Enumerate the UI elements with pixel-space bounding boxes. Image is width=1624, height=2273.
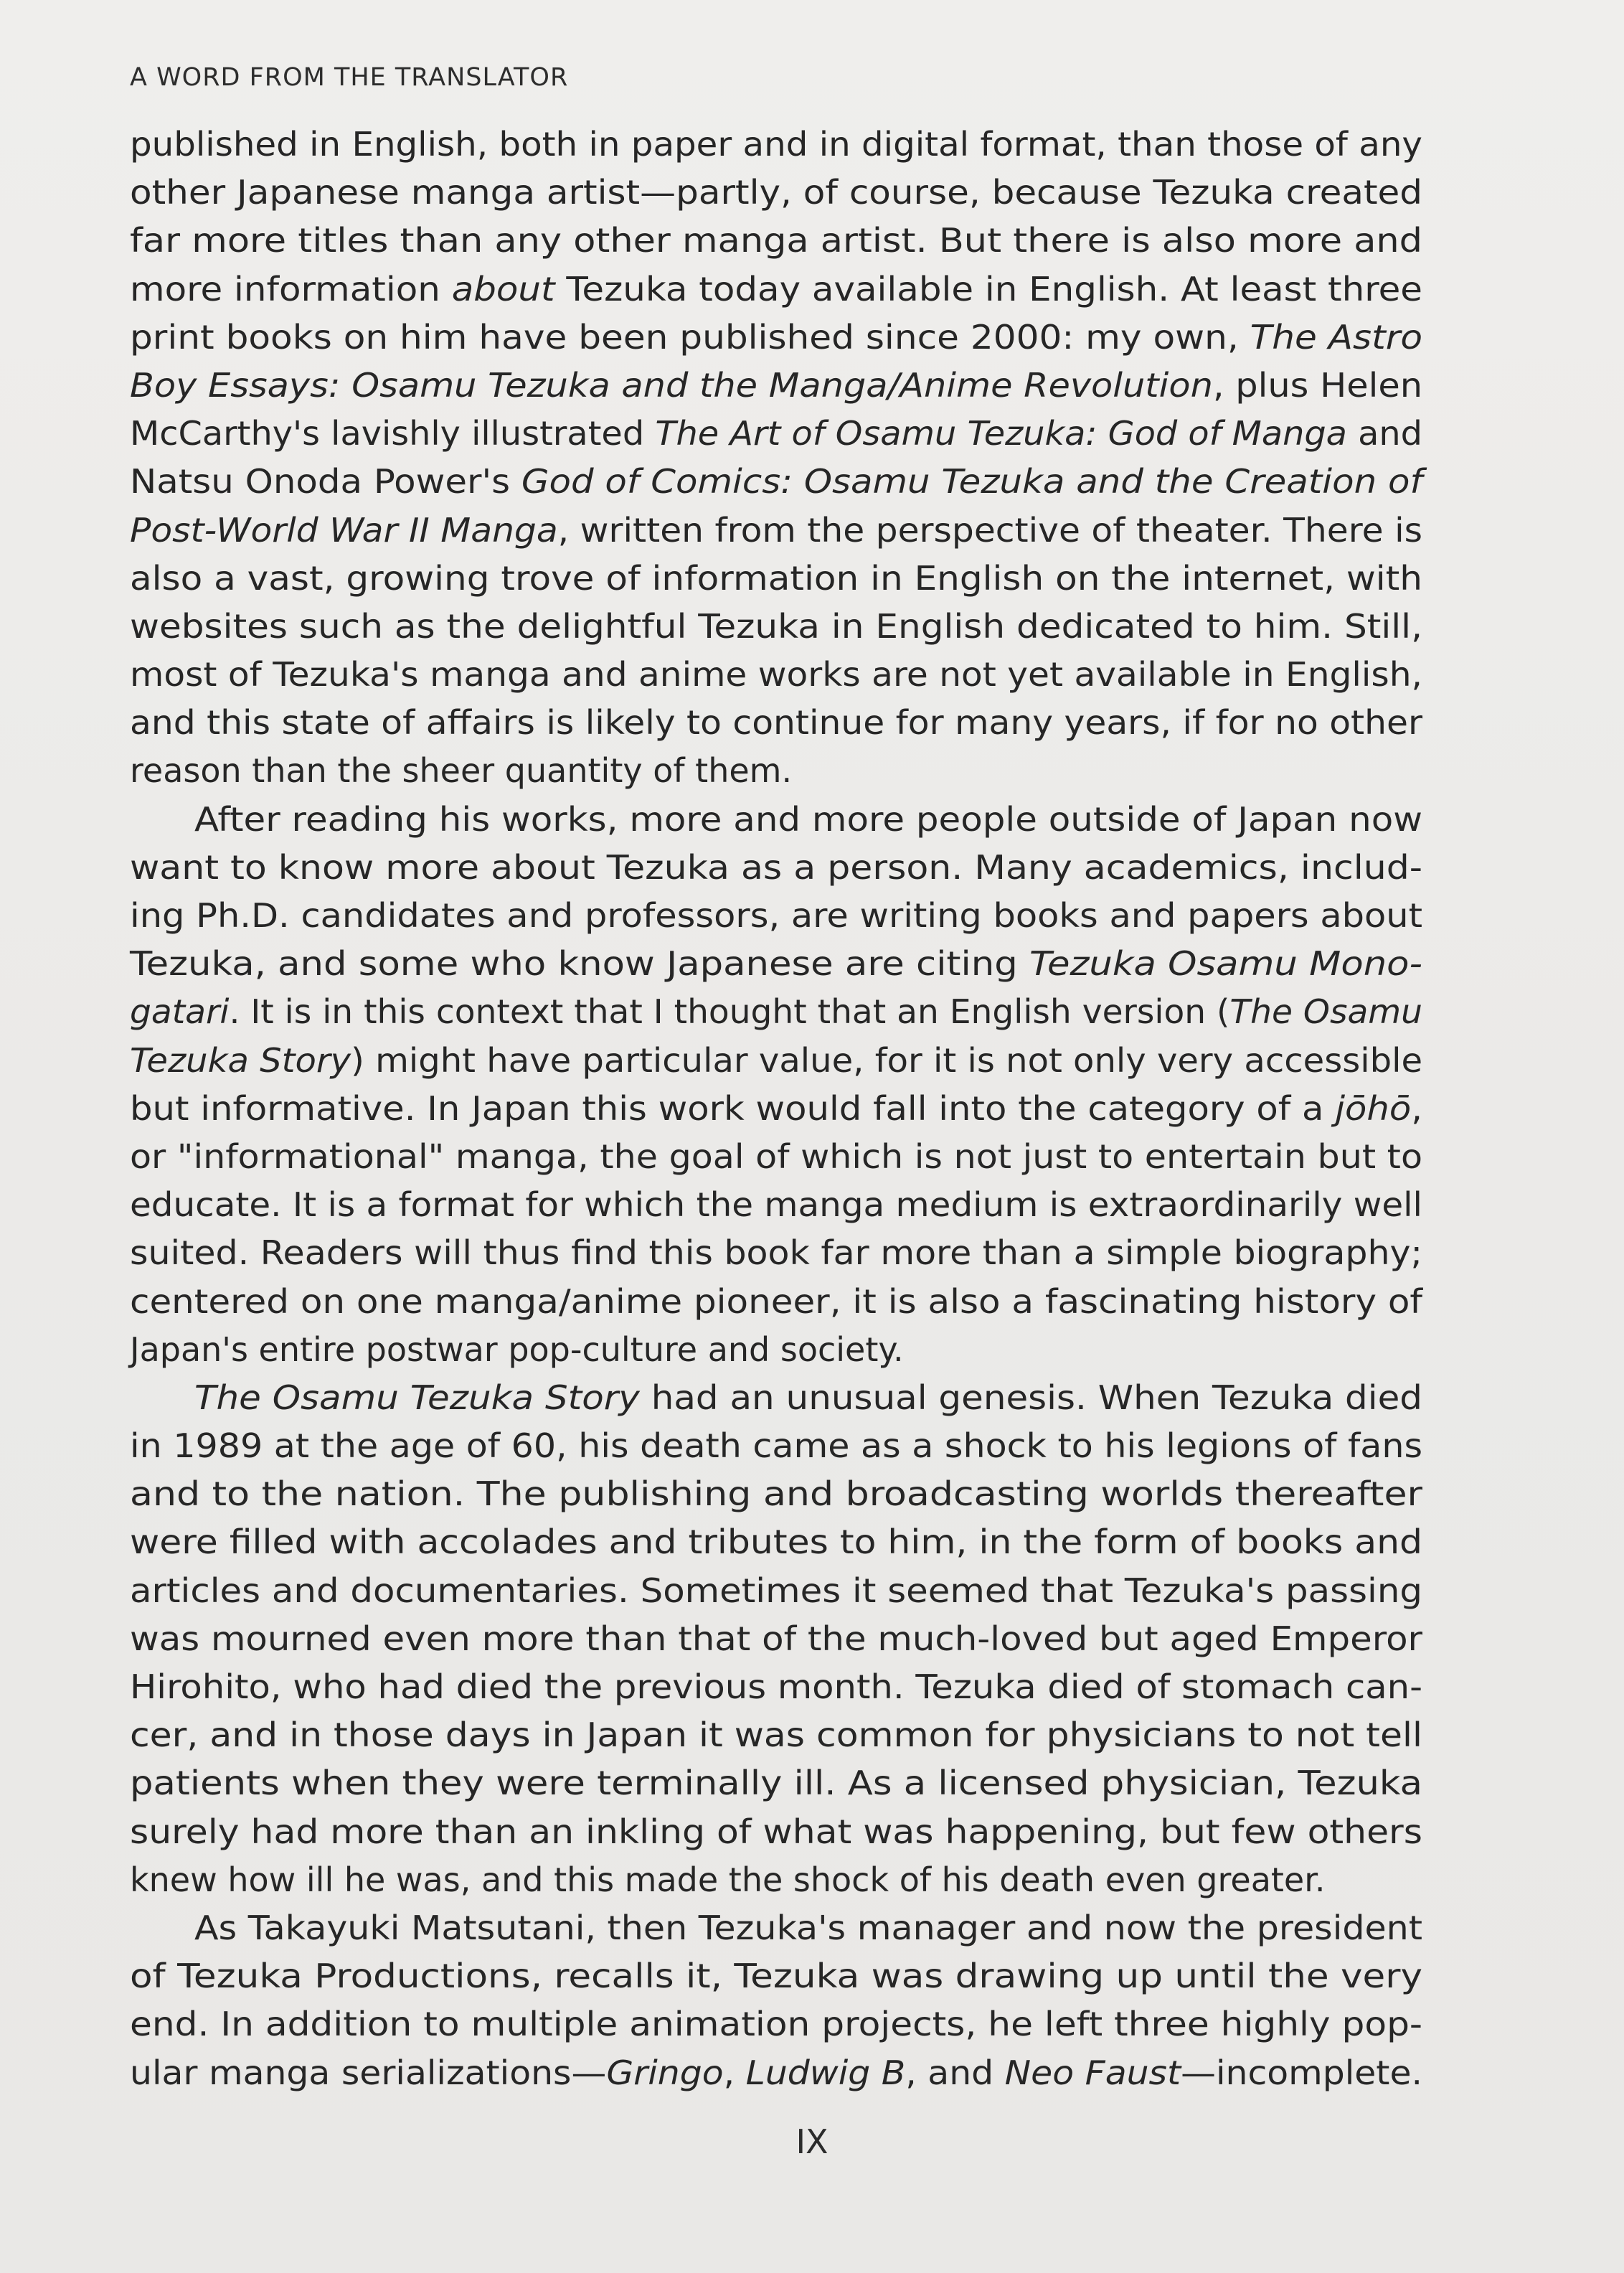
text-line — [130, 651, 1422, 699]
text-line — [130, 169, 1422, 217]
text-segment: Natsu Onoda Power's — [130, 462, 521, 502]
text-segment: suited. Readers will thus find this book far more than a simple biography; — [130, 1233, 1422, 1273]
text-line — [130, 988, 1422, 1036]
text-line — [130, 1470, 1422, 1518]
italic-title-text: God of Comics: Osamu Tezuka and the Creation of — [521, 462, 1422, 502]
text-segment: After reading his works, more and more people outside of Japan now — [194, 799, 1422, 839]
text-line — [130, 555, 1422, 603]
text-line — [130, 2000, 1422, 2048]
text-segment: ing Ph.D. candidates and professors, are writing books and papers about — [130, 896, 1422, 935]
text-line — [130, 1663, 1422, 1711]
text-segment: other Japanese manga artist—partly, of course, because Tezuka created — [130, 173, 1422, 212]
text-line — [130, 940, 1422, 988]
italic-title-text: Boy Essays: Osamu Tezuka and the Manga/Anime Revolution — [130, 365, 1213, 405]
text-line — [130, 1904, 1422, 1952]
text-line — [130, 1326, 1422, 1374]
text-segment: published in English, both in paper and in digital format, than those of any — [130, 125, 1422, 164]
text-segment: reason than the sheer quantity of them. — [130, 751, 793, 791]
text-segment: Tezuka today available in English. At least three — [554, 269, 1422, 309]
text-line — [130, 1567, 1422, 1615]
text-line — [130, 1229, 1422, 1277]
text-segment: were filled with accolades and tributes to him, in the form of books and — [130, 1523, 1423, 1562]
italic-title-text: Tezuka Osamu Mono- — [1029, 944, 1422, 984]
text-line — [130, 1952, 1422, 2000]
text-line — [130, 458, 1422, 506]
text-segment: —incomplete. — [1181, 2053, 1423, 2092]
text-segment: or "informational" manga, the goal of which is not just to entertain but to — [130, 1136, 1422, 1176]
text-line — [130, 603, 1422, 651]
text-segment: McCarthy's lavishly illustrated — [130, 414, 656, 453]
text-segment: ) might have particular value, for it is not only very accessible — [351, 1040, 1422, 1080]
text-segment: , and — [905, 2053, 1005, 2092]
text-segment: but informative. In Japan this work would fall into the category of a — [130, 1088, 1336, 1128]
text-line — [130, 1759, 1422, 1807]
text-segment: patients when they were terminally ill. As a licensed physician, Tezuka — [130, 1764, 1422, 1803]
text-line — [130, 1278, 1422, 1326]
text-segment: articles and documentaries. Sometimes it seemed that Tezuka's passing — [130, 1571, 1422, 1610]
text-line — [130, 314, 1422, 362]
text-line — [130, 699, 1422, 747]
text-line — [130, 1808, 1422, 1856]
text-segment: ular manga serializations— — [130, 2053, 607, 2092]
text-segment: . It is in this context that I thought that an English version ( — [229, 992, 1230, 1032]
italic-title-text: Post-World War II Manga — [130, 510, 558, 550]
text-segment: knew how ill he was, and this made the shock of his death even greater. — [130, 1860, 1326, 1899]
text-line — [130, 217, 1422, 265]
running-head: A WORD FROM THE TRANSLATOR — [130, 63, 569, 92]
text-segment: , — [723, 2053, 746, 2092]
italic-title-text: The Osamu Tezuka Story — [194, 1378, 640, 1417]
italic-title-text: about — [451, 269, 555, 309]
text-line — [130, 362, 1422, 410]
text-segment: most of Tezuka's manga and anime works are not yet available in English, — [130, 655, 1422, 695]
text-line — [130, 1518, 1422, 1566]
text-line — [130, 892, 1422, 940]
text-segment: Hirohito, who had died the previous month. Tezuka died of stomach can- — [130, 1667, 1422, 1706]
text-line — [130, 265, 1422, 314]
text-segment: , plus Helen — [1212, 365, 1422, 405]
italic-title-text: Neo Faust — [1004, 2053, 1181, 2092]
text-segment: more information — [130, 269, 452, 309]
text-segment: surely had more than an inkling of what was happening, but few others — [130, 1812, 1422, 1851]
text-segment: Tezuka, and some who know Japanese are citing — [130, 944, 1030, 984]
text-segment: in 1989 at the age of 60, his death came as a shock to his legions of fans — [130, 1426, 1423, 1466]
body-text — [130, 121, 1422, 2097]
italic-title-text: The Osamu — [1229, 992, 1422, 1032]
text-segment: , — [1411, 1088, 1422, 1128]
text-segment: want to know more about Tezuka as a person. Many academics, includ- — [130, 847, 1422, 887]
text-segment: centered on one manga/anime pioneer, it is also a fascinating history of — [130, 1281, 1422, 1321]
text-line — [130, 121, 1422, 169]
text-line — [130, 844, 1422, 892]
text-segment: cer, and in those days in Japan it was common for physicians to not tell — [130, 1716, 1422, 1755]
italic-title-text: gatari — [130, 992, 230, 1032]
italic-title-text: The Art of Osamu Tezuka: God of Manga — [655, 414, 1347, 453]
text-segment: websites such as the delightful Tezuka in English dedicated to him. Still, — [130, 606, 1422, 646]
text-line — [130, 1856, 1422, 1904]
text-segment: As Takayuki Matsutani, then Tezuka's manager and now the president — [194, 1908, 1422, 1947]
text-line — [130, 1711, 1422, 1759]
text-line — [130, 1615, 1422, 1663]
text-segment: educate. It is a format for which the manga medium is extraordinarily well — [130, 1185, 1422, 1225]
text-line — [130, 507, 1422, 555]
text-line — [130, 747, 1422, 795]
text-line — [130, 1422, 1422, 1470]
text-line — [130, 796, 1422, 844]
text-segment: end. In addition to multiple animation projects, he left three highly pop- — [130, 2005, 1423, 2044]
italic-title-text: jōhō — [1335, 1088, 1412, 1128]
text-segment: and this state of affairs is likely to continue for many years, if for no other — [130, 703, 1422, 743]
italic-title-text: Tezuka Story — [130, 1040, 351, 1080]
text-segment: had an unusual genesis. When Tezuka died — [639, 1378, 1422, 1417]
text-segment: and to the nation. The publishing and broadcasting worlds thereafter — [130, 1474, 1422, 1514]
text-segment: far more titles than any other manga artist. But there is also more and — [130, 221, 1422, 260]
text-line — [130, 1133, 1422, 1181]
text-segment: Japan's entire postwar pop-culture and society. — [130, 1330, 904, 1369]
italic-title-text: Ludwig B — [745, 2053, 906, 2092]
text-segment: also a vast, growing trove of information in English on the internet, with — [130, 558, 1422, 598]
text-line — [130, 1181, 1422, 1229]
text-line — [130, 1374, 1422, 1422]
text-line — [130, 410, 1422, 458]
text-line — [130, 2049, 1422, 2097]
text-segment: of Tezuka Productions, recalls it, Tezuka was drawing up until the very — [130, 1957, 1422, 1996]
italic-title-text: Gringo — [606, 2053, 724, 2092]
text-segment: , written from the perspective of theater. There is — [557, 510, 1422, 550]
page-number: IX — [796, 2122, 828, 2161]
text-segment: print books on him have been published since 2000: my own, — [130, 317, 1250, 357]
text-line — [130, 1085, 1422, 1133]
text-segment: was mourned even more than that of the much-loved but aged Emperor — [130, 1619, 1422, 1658]
italic-title-text: The Astro — [1250, 317, 1423, 357]
text-line — [130, 1037, 1422, 1085]
text-segment: and — [1346, 414, 1422, 453]
